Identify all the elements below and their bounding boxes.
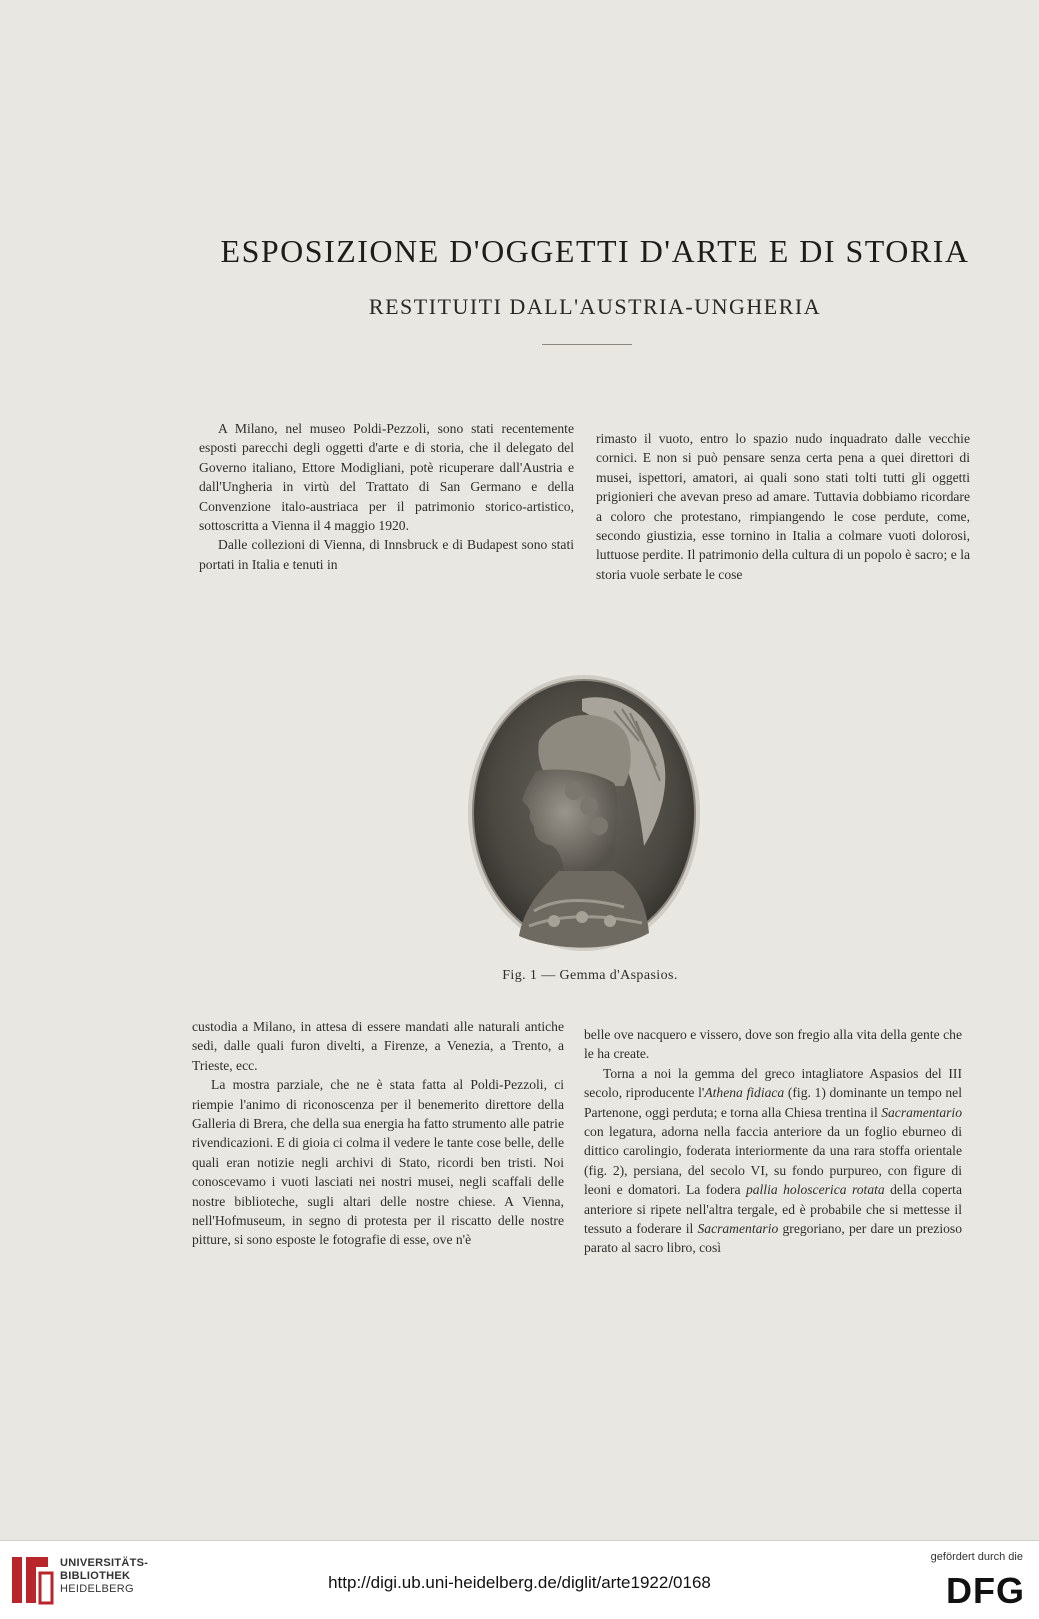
figure-caption: Fig. 1 — Gemma d'Aspasios. [502,968,678,983]
text-run: con legatura, adorna nella faccia anteriore da un foglio eburneo di dittico carolingio, foderata interiormente da una rara stoffa orientale (fig. 2), persiana, del secolo VI, su fondo purpureo, con figure di leoni e domatori. La fodera [584,1124,962,1198]
paragraph: Dalle collezioni di Vienna, di Innsbruck e di Budapest sono stati portati in Italia e tenuti in [199,537,574,572]
logo-line: BIBLIOTHEK [60,1570,131,1582]
text-run: gregoriano, per dare un prezioso parato al sacro libro, così [584,1221,963,1256]
dfg-logo[interactable]: DFG [946,1570,1025,1611]
text-column-bottom-left [192,1017,564,1250]
gem-cameo-image [464,671,704,956]
text-run: (fig. 1) dominante un tempo nel Partenone, oggi perduta; e torna alla Chiesa trentina il [584,1085,962,1120]
paragraph: rimasto il vuoto, entro lo spazio nudo inquadrato dalle vecchie cornici. E non si può pensare senza certa pena a quei direttori di musei, ispettori, amatori, ai quali sono stati tolti tutti gli oggetti prigionieri che avevan preso ad amare. Tuttavia dobbiamo ricordare a coloro che protestano, rimpiangendo le cose perdute, come, secondo giustizia, esse tornino in Italia a colmare vuoti dolorosi, luttuose perdite. Il patrimonio della cultura di un popolo è sacro; e la storia vuole serbate le cose [596,431,970,582]
viewer-footer [0,1540,1039,1619]
italic-term: pallia holoscerica rotata [745,1182,885,1198]
logo-line: HEIDELBERG [60,1583,134,1595]
paragraph [584,1064,962,1258]
text-column-top-left [199,419,574,574]
text-column-top-right [596,429,970,584]
paragraph: belle ove nacquero e vissero, dove son fregio alla vita della gente che le ha create. [584,1027,962,1062]
permalink-url[interactable]: http://digi.ub.uni-heidelberg.de/diglit/arte1922/0168 [328,1573,711,1592]
gem-figure [464,671,704,956]
paragraph: custodia a Milano, in attesa di essere mandati alle naturali antiche sedi, dalle quali furon divelti, a Firenze, a Venezia, a Trento, a Trieste, ecc. [192,1019,564,1073]
italic-term: Athena fidiaca [704,1085,785,1101]
text-column-bottom-right [584,1025,962,1258]
paragraph: A Milano, nel museo Poldi-Pezzoli, sono stati recentemente esposti parecchi degli oggetti d'arte e di storia, che il delegato del Governo italiano, Ettore Modigliani, potè ricuperare dall'Austria e dall'Ungheria in virtù del Trattato di San Germano e della Convenzione italo-austriaca per il patrimonio storico-artistico, sottoscritta a Vienna il 4 maggio 1920. [199,421,574,534]
italic-term: Sacramentario [697,1221,779,1237]
logo-line: UNIVERSITÄTS- [60,1557,149,1569]
article-subtitle: RESTITUITI DALL'AUSTRIA-UNGHERIA [368,294,822,319]
article-title: ESPOSIZIONE D'OGGETTI D'ARTE E DI STORIA [220,233,970,269]
italic-term: Sacramentario [881,1104,962,1120]
sponsor-note: gefördert durch die [930,1551,1023,1563]
title-divider [542,344,632,345]
paragraph: La mostra parziale, che ne è stata fatta al Poldi-Pezzoli, ci riempie l'animo di riconoscenza per il benemerito direttore della Galleria di Brera, che della sua energia ha fatto strumento alle patrie rivendicazioni. E di gioia ci colma il vedere le tante cose belle, delle quali eran notizie negli archivi di Stato, ricordi ben tristi. Noi conoscevamo i vuoti lasciati nei nostri musei, negli scaffali delle nostre biblioteche, sugli altari delle nostre chiese. A Vienna, nell'Hofmuseum, in segno di protesta per il riscatto delle nostre pitture, si sono esposte le fotografie di esse, ove n'è [192,1077,564,1248]
text-run: della coperta anteriore si ripete nell'altra tergale, ed è probabile che si mettesse il tessuto a foderare il [584,1182,962,1237]
text-run: Torna a noi la gemma del greco intagliatore Aspasios del III secolo, riproducente l' [584,1065,962,1101]
